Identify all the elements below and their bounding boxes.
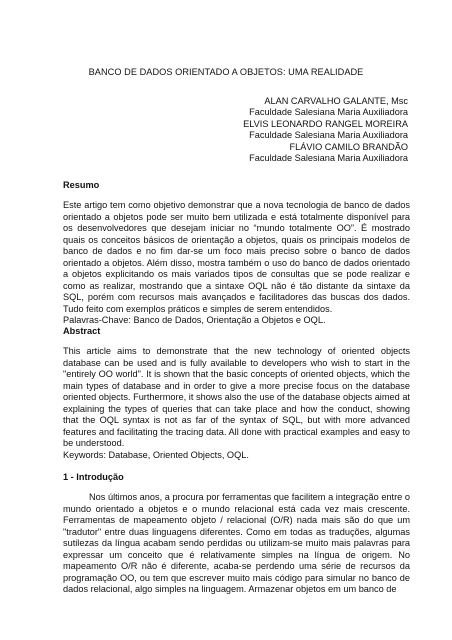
resumo-keywords: Palavras-Chave: Banco de Dados, Orientação a Objetos e OQL. [63,315,326,325]
resumo-heading: Resumo [63,180,100,190]
abstract-keywords: Keywords: Database, Oriented Objects, OQL. [63,449,249,460]
author-affiliation: Faculdade Salesiana Maria Auxiliadora [249,153,408,164]
abstract-section [63,326,410,461]
author-block [243,96,408,164]
author-name: FLÁVIO CAMILO BRANDÃO [289,141,408,152]
author-name: ALAN CARVALHO GALANTE, Msc [264,96,408,106]
document-title: BANCO DE DADOS ORIENTADO A OBJETOS: UMA REALIDADE [88,67,364,77]
resumo-section [63,180,410,327]
author-affiliation: Faculdade Salesiana Maria Auxiliadora [249,107,408,118]
abstract-body: This article aims to demonstrate that the new technology of oriented objects database can be used and is fully available to developers who wish to start in the "entirely OO world". It is shown that the basic concepts of oriented objects, which the main types of database and in order to give a more precise focus on the database oriented objects. Furthermore, it shows also the use of the database objects aimed at explaining the types of queries that can take place and how the conduct, showing that the OQL syntax is not as far of the syntax of SQL, but with more advanced features and facilitating the tracing data. All done with practical examples and easy to be understood. [63,346,410,448]
resumo-body: Este artigo tem como objetivo demonstrar que a nova tecnologia de banco de dados orientado a objetos pode ser muito bem utilizada e está totalmente disponível para os desenvolvedores que desejam iniciar no “mundo totalmente OO”. É mostrado quais os conceitos básicos de orientação a objetos, quais os principais modelos de banco de dados e no fim dar-se um foco mais preciso sobre o banco de dados orientado a objetos. Além disso, mostra também o uso do banco de dados orientado a objetos explicitando os mais variados tipos de consultas que se pode realizar e como as realizar, mostrando que a sintaxe OQL não é tão distante da sintaxe da SQL, porém com recursos mais avançados e facilitadores das buscas dos dados. Tudo feito com exemplos práticos e simples de serem entendidos. [63,200,410,314]
author-name: ELVIS LEONARDO RANGEL MOREIRA [243,118,408,129]
abstract-heading: Abstract [63,326,101,336]
author-affiliation: Faculdade Salesiana Maria Auxiliadora [249,130,408,141]
intro-section [63,472,410,596]
intro-body: Nos últimos anos, a procura por ferramentas que facilitem a integração entre o mundo orientado a objetos e o mundo relacional está cada vez mais crescente. Ferramentas de mapeamento objeto / relacional (O/R) nada mais são do que um "tradutor" entre duas linguagens diferentes. Como em todas as traduções, algumas sutilezas da língua acabam sendo perdidas ou utilizam-se muito mais palavras para expressar um conceito que é relativamente simples na língua de origem. No mapeamento O/R não é diferente, acaba-se perdendo uma série de recursos da programação OO, ou tem que escrever muito mais código para simular no banco de dados relacional, algo simples na linguagem. Armazenar objetos em um banco de [63,492,410,594]
intro-heading: 1 - Introdução [63,472,124,482]
